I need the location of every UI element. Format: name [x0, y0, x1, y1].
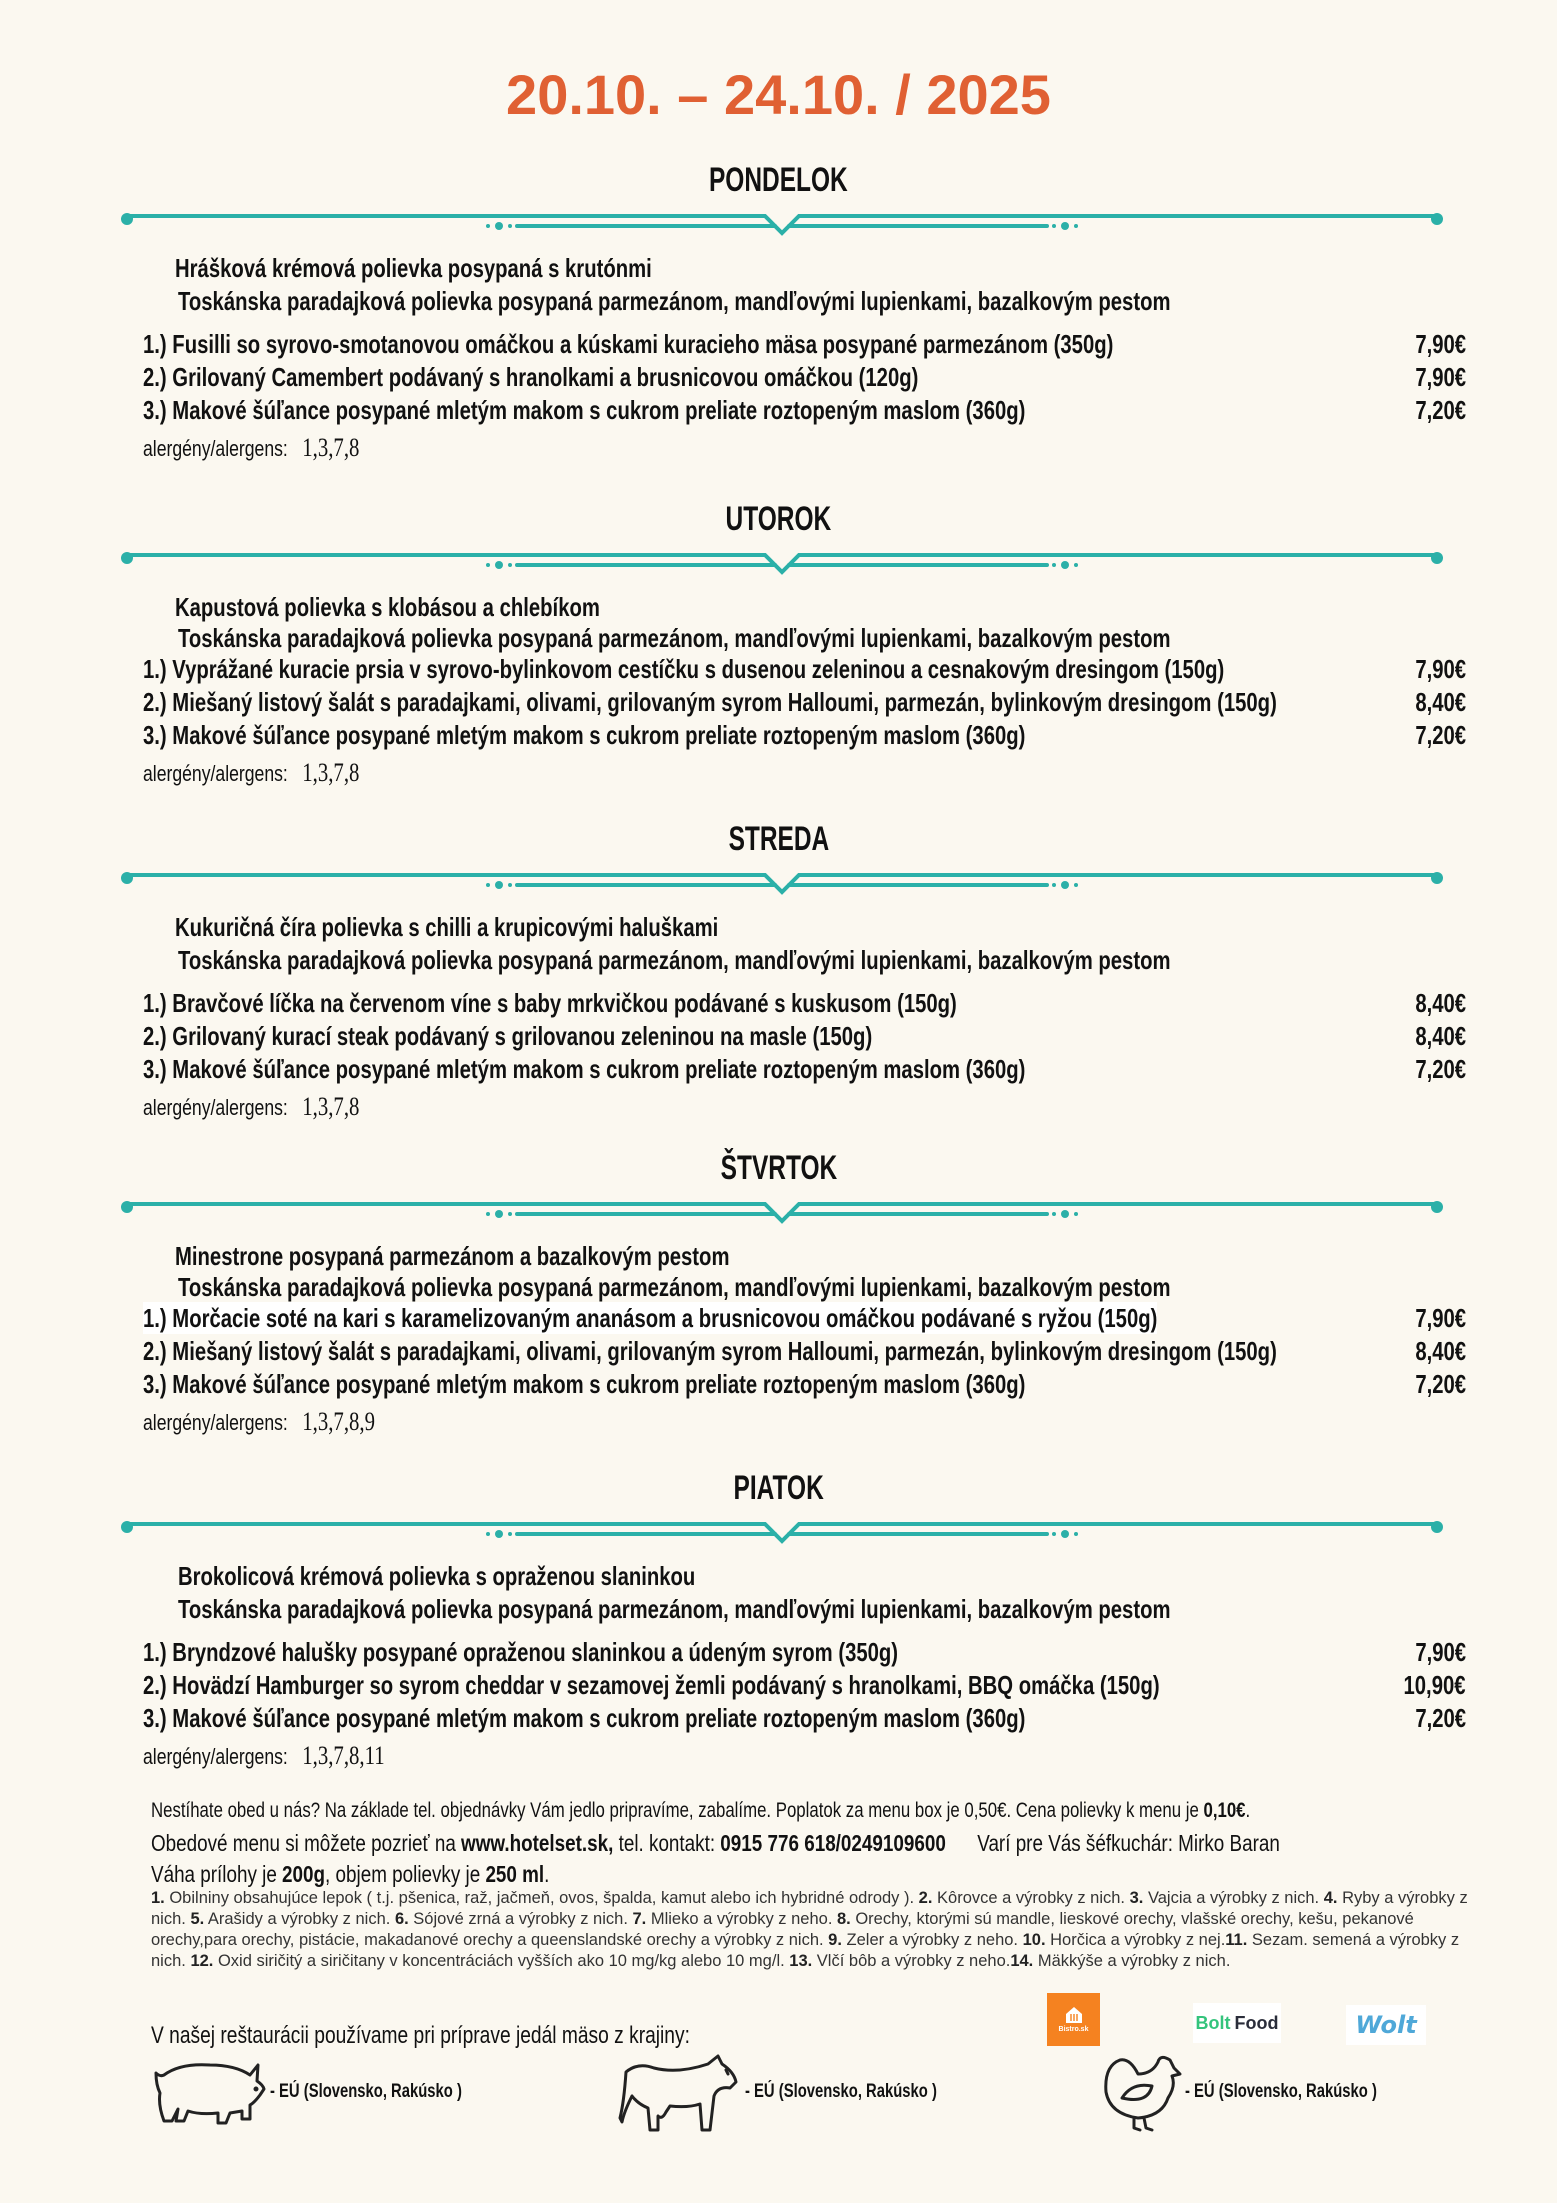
menu-item: 1.) Morčacie soté na kari s karamelizovaným ananásom a brusnicovou omáčkou podávané s ryžou (150g): [143, 1303, 1158, 1333]
day-heading: ŠTVRTOK: [720, 1149, 837, 1187]
bolt-label: Bolt: [1195, 2012, 1231, 2033]
chicken-origin-label: - EÚ (Slovensko, Rakúsko ): [1185, 2081, 1377, 2102]
week-date-range: 20.10. – 24.10. / 2025: [506, 63, 1051, 126]
menu-item-price: 7,90€: [1415, 1303, 1466, 1333]
menu-item: 1.) Bryndzové halušky posypané opraženou slaninkou a údeným syrom (350g): [143, 1637, 899, 1667]
pig-icon: [150, 2055, 270, 2135]
allergen-text: Arašidy a výrobky z nich.: [204, 1910, 395, 1928]
menu-item-price: 7,20€: [1415, 1054, 1466, 1084]
menu-item: 3.) Makové šúľance posypané mletým makom s cukrom preliate roztopeným maslom (360g): [143, 1054, 1026, 1084]
allergen-text: Oxid siričitý a siričitany v koncentráciách vyšších ako 10 mg/kg alebo 10 mg/l.: [213, 1952, 790, 1970]
allergen-number: 11.: [1225, 1931, 1248, 1949]
allergens-label: alergény/alergens:: [143, 761, 288, 786]
menu-item: 2.) Grilovaný kurací steak podávaný s grilovanou zeleninou na masle (150g): [143, 1021, 873, 1051]
side-weight-label: Váha prílohy je: [151, 1861, 283, 1887]
allergen-text: Horčica a výrobky z nej.: [1045, 1931, 1226, 1949]
side-weight: 200g: [282, 1861, 326, 1887]
section-divider: [120, 539, 1445, 579]
allergens-line: [143, 758, 414, 789]
allergen-text: Mlieko a výrobky z neho.: [646, 1910, 837, 1928]
menu-item: 1.) Bravčové líčka na červenom víne s baby mrkvičkou podávané s kuskusom (150g): [143, 988, 957, 1018]
menu-item-price: 7,90€: [1415, 654, 1466, 684]
allergens-label: alergény/alergens:: [143, 436, 288, 461]
chef-name: Varí pre Vás šéfkuchár: Mirko Baran: [977, 1830, 1280, 1856]
menu-item: 3.) Makové šúľance posypané mletým makom s cukrom preliate roztopeným maslom (360g): [143, 1369, 1026, 1399]
cow-origin-label: - EÚ (Slovensko, Rakúsko ): [745, 2081, 937, 2102]
allergen-text: Obilniny obsahujúce lepok ( t.j. pšenica, raž, jačmeň, ovos, špalda, kamut alebo ich hybridné odrody ).: [164, 1889, 919, 1907]
takeaway-text: Nestíhate obed u nás? Na základe tel. objednávky Vám jedlo pripravíme, zabalíme. Poplatok za menu box je 0,50€. Cena polievky k menu je: [151, 1799, 1204, 1822]
menu-item-price: 7,90€: [1415, 1637, 1466, 1667]
allergen-number: 14.: [1010, 1952, 1034, 1970]
allergen-legend: [151, 1888, 1471, 1972]
allergen-text: Mäkkýše a výrobky z nich.: [1033, 1952, 1231, 1970]
menu-item-price: 10,90€: [1403, 1670, 1466, 1700]
day-heading: STREDA: [728, 820, 829, 858]
wolt-label: Wolt: [1355, 2011, 1417, 2039]
allergen-text: Sezam. semená a výrobky z nich.: [151, 1931, 1460, 1970]
punct: .: [1245, 1799, 1251, 1822]
allergen-text: Vajcia a výrobky z nich.: [1143, 1889, 1324, 1907]
menu-item-price: 8,40€: [1415, 1336, 1466, 1366]
soup-item: Toskánska paradajková polievka posypaná parmezánom, mandľovými lupienkami, bazalkovým pestom: [178, 286, 1171, 316]
chicken-icon: [1102, 2052, 1187, 2134]
food-label: Food: [1234, 2012, 1279, 2033]
menu-item: 3.) Makové šúľance posypané mletým makom s cukrom preliate roztopeným maslom (360g): [143, 1703, 1026, 1733]
menu-item: 2.) Hovädzí Hamburger so syrom cheddar v sezamovej žemli podávaný s hranolkami, BBQ omáčka (150g): [143, 1670, 1160, 1700]
allergen-number: 8.: [837, 1910, 851, 1928]
menu-item: 1.) Fusilli so syrovo-smotanovou omáčkou a kúskami kuracieho mäsa posypané parmezánom (350g): [143, 329, 1114, 359]
allergens-line: [143, 1741, 445, 1772]
allergens-codes: 1,3,7,8: [302, 758, 360, 787]
allergens-codes: 1,3,7,8: [302, 1092, 360, 1121]
menu-online-text: Obedové menu si môžete pozrieť na: [151, 1830, 462, 1856]
allergen-number: 7.: [632, 1910, 647, 1928]
allergens-label: alergény/alergens:: [143, 1095, 288, 1120]
bistro-house-icon: [1064, 2006, 1084, 2024]
soup-item: Toskánska paradajková polievka posypaná parmezánom, mandľovými lupienkami, bazalkovým pestom: [178, 945, 1171, 975]
soup-item: Brokolicová krémová polievka s opraženou slaninkou: [178, 1561, 696, 1591]
soup-volume-label: , objem polievky je: [325, 1861, 486, 1887]
meat-origin-title: V našej reštaurácii používame pri príprave jedál mäso z krajiny:: [151, 2022, 690, 2049]
menu-item-price: 7,20€: [1415, 1369, 1466, 1399]
soup-item: Kapustová polievka s klobásou a chlebíkom: [175, 592, 600, 622]
allergen-number: 13.: [789, 1952, 813, 1970]
section-divider: [120, 200, 1445, 240]
allergens-label: alergény/alergens:: [143, 1744, 288, 1769]
allergen-number: 9.: [828, 1931, 842, 1949]
pig-origin-label: - EÚ (Slovensko, Rakúsko ): [270, 2081, 462, 2102]
soup-item: Kukuričná číra polievka s chilli a krupicovými haluškami: [175, 912, 719, 942]
allergen-text: Sójové zrná a výrobky z nich.: [408, 1910, 633, 1928]
menu-item: 3.) Makové šúľance posypané mletým makom s cukrom preliate roztopeným maslom (360g): [143, 395, 1026, 425]
menu-item: 2.) Miešaný listový šalát s paradajkami, olivami, grilovaným syrom Halloumi, parmezán, bylinkovým dresingom (150g): [143, 1336, 1277, 1366]
soup-volume: 250 ml: [485, 1861, 545, 1887]
allergens-codes: 1,3,7,8,11: [302, 1741, 385, 1770]
punct: .: [544, 1861, 550, 1887]
footer-line-takeaway: [151, 1797, 1525, 1825]
bistro-label: Bistro.sk: [1058, 2026, 1089, 2033]
section-divider: [120, 859, 1445, 899]
menu-item-price: 8,40€: [1415, 1021, 1466, 1051]
allergens-label: alergény/alergens:: [143, 1410, 288, 1435]
menu-item-price: 7,20€: [1415, 395, 1466, 425]
soup-item: Toskánska paradajková polievka posypaná parmezánom, mandľovými lupienkami, bazalkovým pestom: [178, 623, 1171, 653]
menu-item-price: 8,40€: [1415, 687, 1466, 717]
allergen-number: 6.: [394, 1910, 409, 1928]
soup-item: Toskánska paradajková polievka posypaná parmezánom, mandľovými lupienkami, bazalkovým pestom: [178, 1272, 1171, 1302]
day-heading: UTOROK: [725, 500, 832, 538]
menu-item: 1.) Vyprážané kuracie prsia v syrovo-bylinkovom cestíčku s dusenou zeleninou a cesnakovým dresingom (150g): [143, 654, 1225, 684]
allergen-number: 10.: [1022, 1931, 1046, 1949]
menu-item: 3.) Makové šúľance posypané mletým makom s cukrom preliate roztopeným maslom (360g): [143, 720, 1026, 750]
allergen-number: 5.: [190, 1910, 205, 1928]
contact-label: tel. kontakt:: [613, 1830, 721, 1856]
allergens-line: [143, 433, 414, 464]
allergen-text: Zeler a výrobky z neho.: [841, 1931, 1023, 1949]
phone-number[interactable]: 0915 776 618/0249109600: [720, 1830, 946, 1856]
website-link[interactable]: www.hotelset.sk,: [461, 1830, 614, 1856]
soup-item: Toskánska paradajková polievka posypaná parmezánom, mandľovými lupienkami, bazalkovým pestom: [178, 1594, 1171, 1624]
soup-item: Minestrone posypaná parmezánom a bazalkovým pestom: [175, 1241, 730, 1271]
menu-item-price: 7,90€: [1415, 329, 1466, 359]
menu-item-price: 7,20€: [1415, 1703, 1466, 1733]
menu-item: 2.) Grilovaný Camembert podávaný s hranolkami a brusnicovou omáčkou (120g): [143, 362, 919, 392]
bistro-logo[interactable]: [1047, 1993, 1100, 2046]
allergens-codes: 1,3,7,8: [302, 433, 360, 462]
allergen-text: Orechy, ktorými sú mandle, lieskové orechy, vlašské orechy, kešu, pekanové orechy,para orechy, pistácie, makadanové orechy a queenslandské orechy a výrobky z nich.: [151, 1910, 1414, 1949]
allergen-number: 12.: [190, 1952, 214, 1970]
menu-item: 2.) Miešaný listový šalát s paradajkami, olivami, grilovaným syrom Halloumi, parmezán, bylinkovým dresingom (150g): [143, 687, 1277, 717]
bolt-food-logo[interactable]: [1193, 2003, 1281, 2043]
section-divider: [120, 1508, 1445, 1548]
allergen-text: Ryby a výrobky z nich.: [151, 1889, 1468, 1928]
menu-item-price: 7,20€: [1415, 720, 1466, 750]
menu-item-price: 8,40€: [1415, 988, 1466, 1018]
day-heading: PONDELOK: [709, 161, 848, 199]
wolt-logo[interactable]: [1346, 2005, 1426, 2045]
allergens-codes: 1,3,7,8,9: [302, 1407, 376, 1436]
soup-item: Hrášková krémová polievka posypaná s krutónmi: [175, 253, 652, 283]
footer-line-contact: [151, 1829, 1528, 1857]
allergen-number: 2.: [918, 1889, 933, 1907]
section-divider: [120, 1188, 1445, 1228]
day-heading: PIATOK: [733, 1469, 824, 1507]
allergens-line: [143, 1407, 433, 1438]
allergen-number: 1.: [151, 1889, 165, 1907]
soup-price: 0,10€: [1203, 1799, 1246, 1822]
allergen-text: Kôrovce a výrobky z nich.: [932, 1889, 1130, 1907]
allergen-number: 3.: [1129, 1889, 1144, 1907]
footer-line-weights: [151, 1860, 637, 1888]
allergen-text: Vlčí bôb a výrobky z neho.: [812, 1952, 1011, 1970]
allergens-line: [143, 1092, 414, 1123]
menu-item-price: 7,90€: [1415, 362, 1466, 392]
allergen-number: 4.: [1323, 1889, 1338, 1907]
cow-icon: [618, 2052, 748, 2134]
